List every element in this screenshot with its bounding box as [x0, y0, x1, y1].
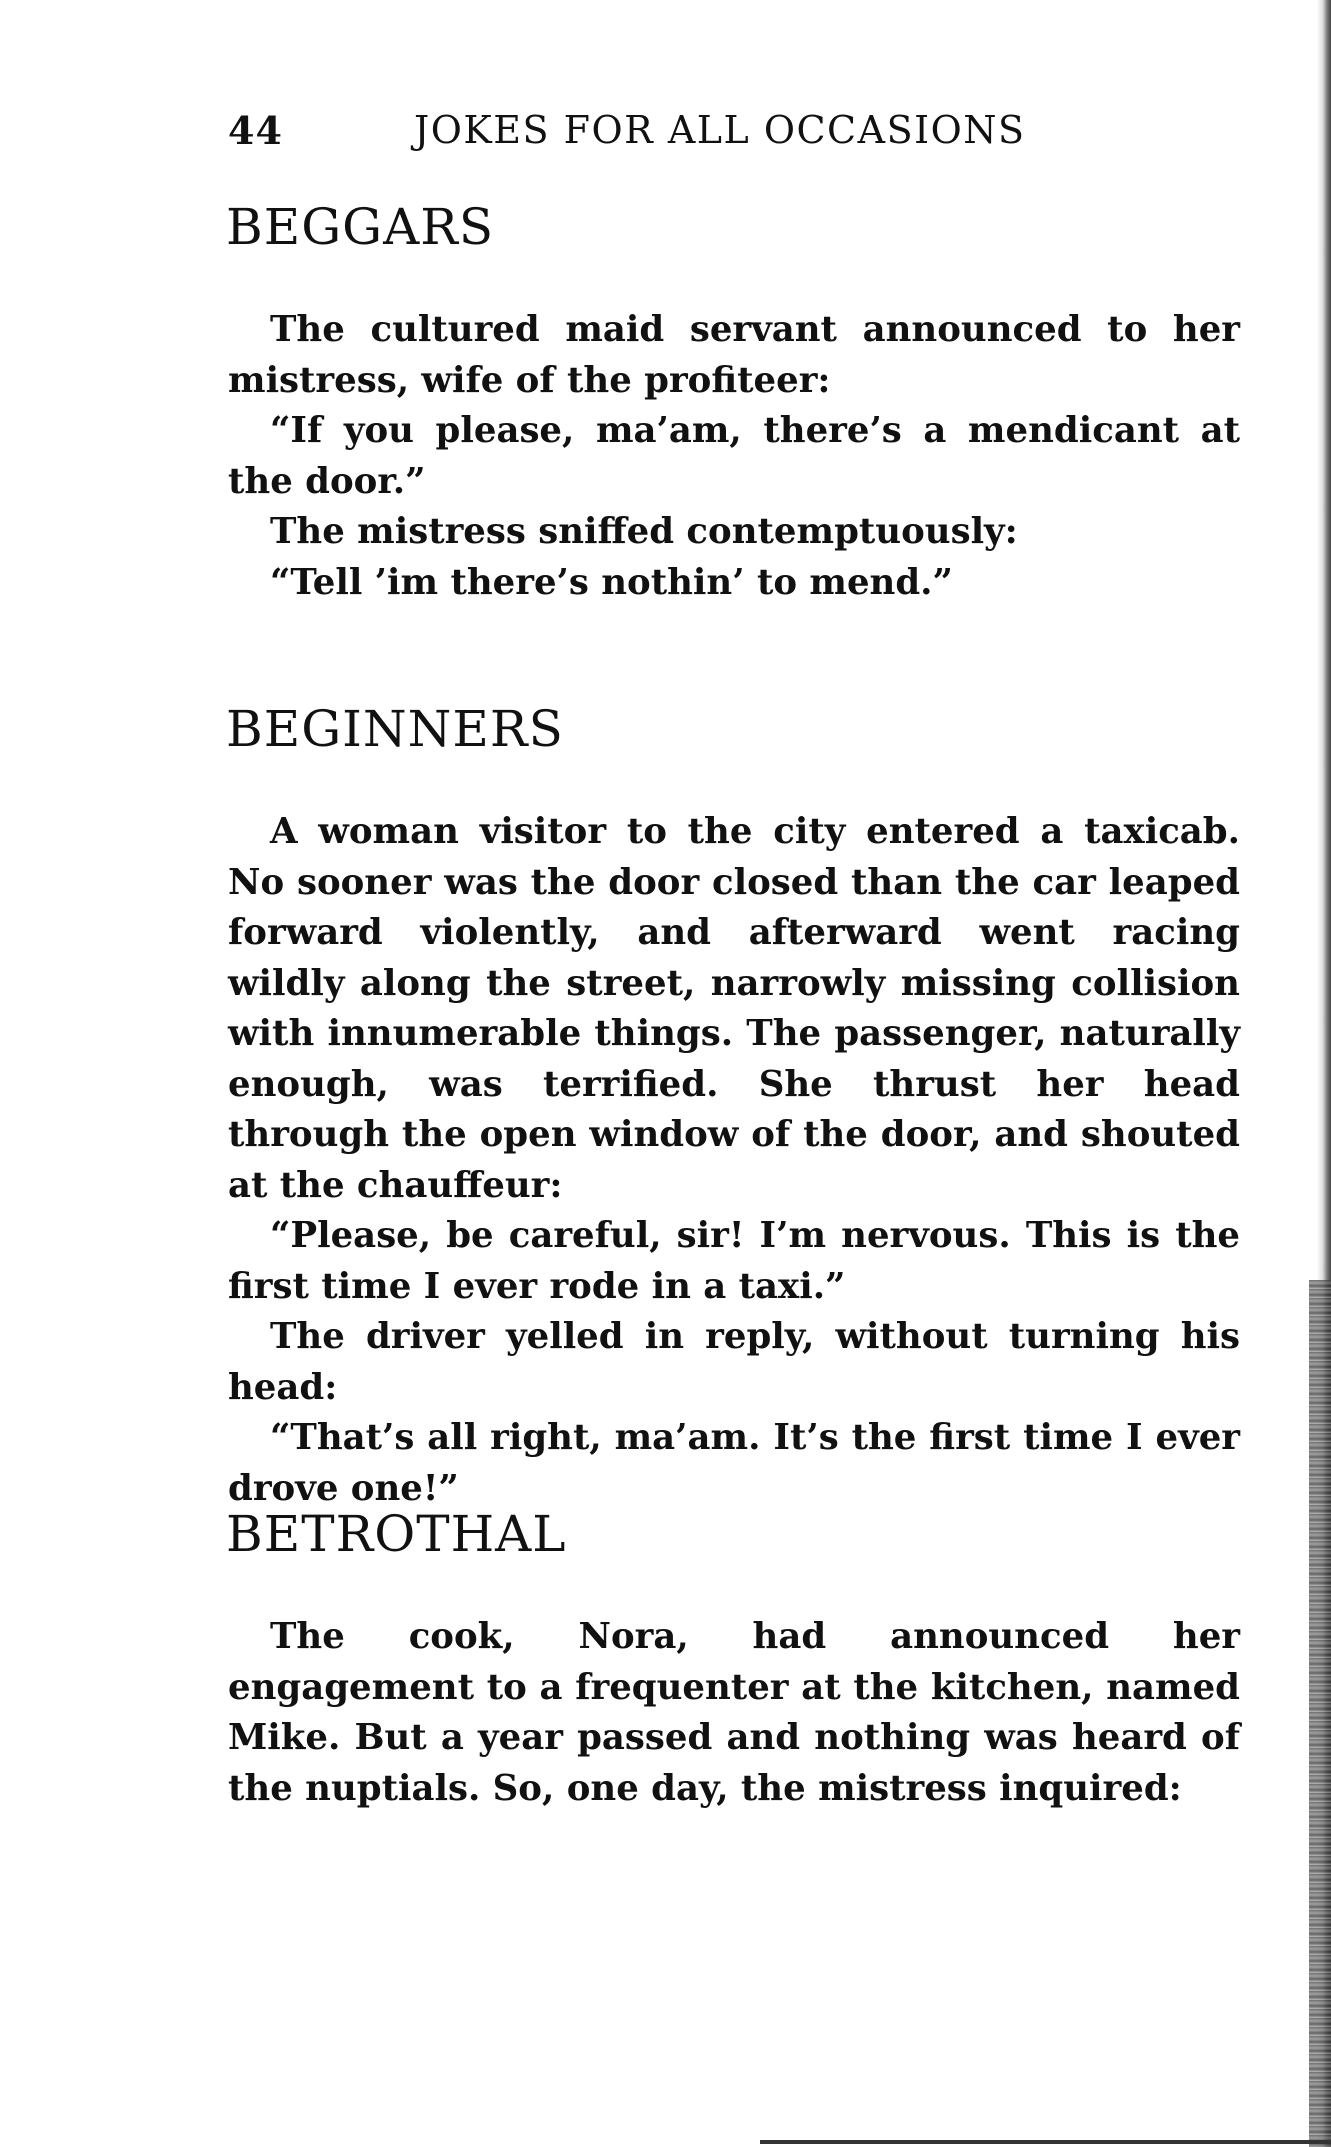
section-body-beginners: [228, 807, 1240, 1514]
paragraph: The mistress sniffed contemptuously:: [270, 511, 1018, 552]
section-body-beggars: [228, 305, 1240, 608]
paragraph: “Please, be careful, sir! I’m nervous. This is the first time I ever rode in a taxi.”: [228, 1215, 1240, 1307]
section-title-beginners: BEGINNERS: [226, 700, 564, 758]
running-head: [228, 108, 1238, 158]
paragraph: The driver yelled in reply, without turning his head:: [228, 1316, 1240, 1408]
paragraph: “That’s all right, ma’am. It’s the first time I ever drove one!”: [228, 1417, 1240, 1509]
paragraph: A woman visitor to the city entered a taxicab. No sooner was the door closed than the car leaped forward violently, and afterward went racing wildly along the street, narrowly missing collision with innumerable things. The passenger, naturally enough, was terrified. She thrust her head through the open window of the door, and shouted at the chauffeur:: [228, 811, 1240, 1206]
section-body-betrothal: [228, 1612, 1240, 1814]
bottom-edge-rule: [760, 2140, 1331, 2144]
section-title-beggars: BEGGARS: [226, 198, 495, 256]
paragraph: The cultured maid servant announced to her mistress, wife of the profiteer:: [228, 309, 1240, 401]
paragraph: “Tell ’im there’s nothin’ to mend.”: [270, 561, 953, 603]
paragraph: “If you please, ma’am, there’s a mendicant at the door.”: [228, 410, 1240, 502]
binding-edge-shadow: [1309, 1280, 1331, 2147]
paragraph: The cook, Nora, had announced her engagement to a frequenter at the kitchen, named Mike. But a year passed and nothing was heard of the nuptials. So, one day, the mistress inquired:: [228, 1616, 1240, 1809]
book-title: JOKES FOR ALL OCCASIONS: [414, 108, 1026, 152]
section-title-betrothal: BETROTHAL: [226, 1505, 567, 1563]
page-number: 44: [228, 108, 283, 153]
